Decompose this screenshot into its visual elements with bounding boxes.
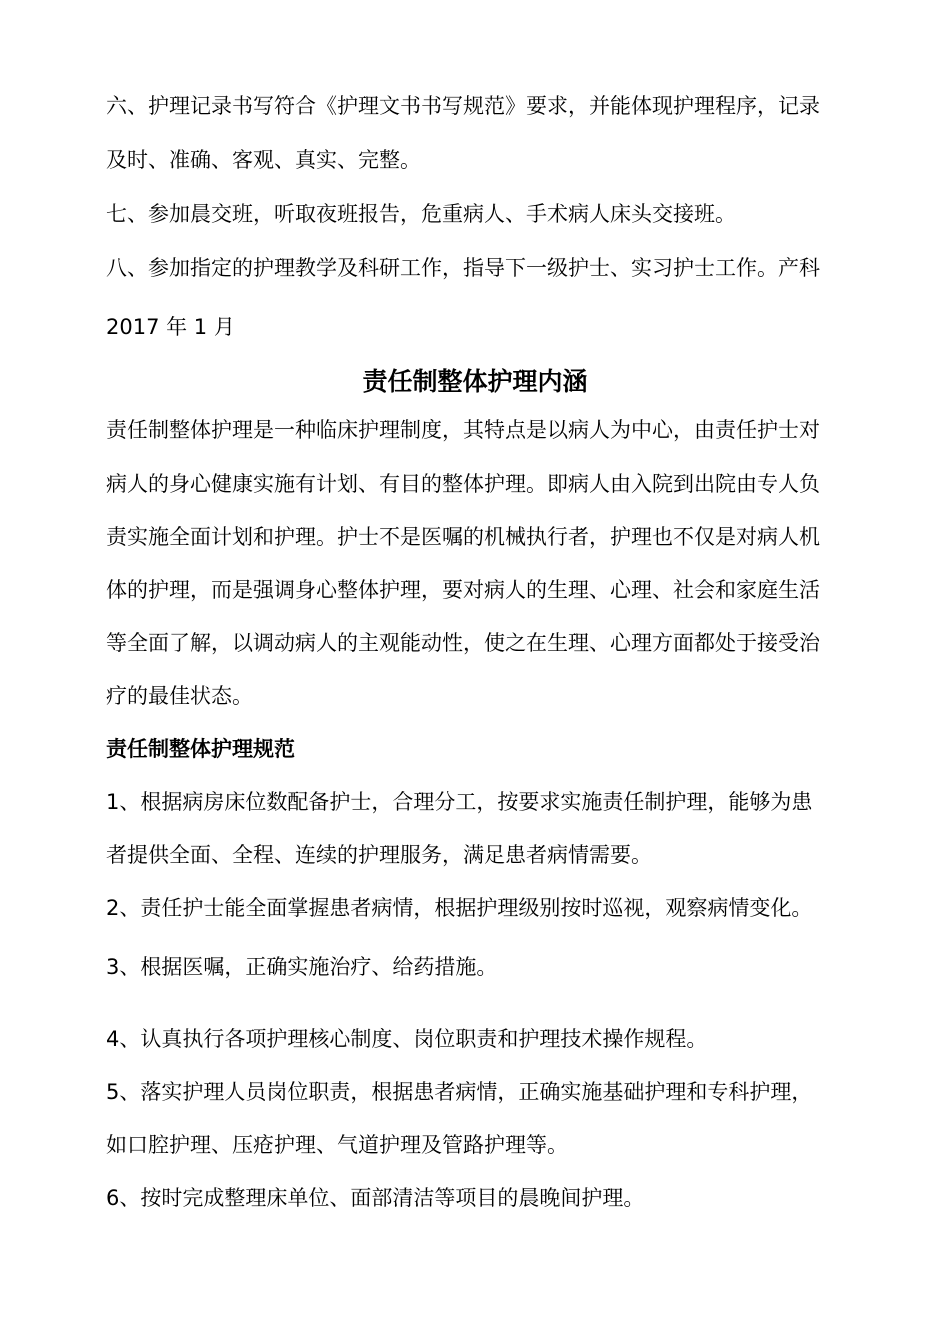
norm-5-line-1: 5、落实护理人员岗位职责，根据患者病情，正确实施基础护理和专科护理，	[106, 1080, 813, 1104]
norm-1-line-1: 1、根据病房床位数配备护士，合理分工，按要求实施责任制护理，能够为患	[106, 790, 813, 814]
norm-1-line-2: 者提供全面、全程、连续的护理服务，满足患者病情需要。	[106, 843, 652, 867]
top-item-6-line-2: 及时、准确、客观、真实、完整。	[106, 148, 421, 172]
intro-line: 病人的身心健康实施有计划、有目的整体护理。即病人由入院到出院由专人负	[106, 472, 820, 496]
norm-4: 4、认真执行各项护理核心制度、岗位职责和护理技术操作规程。	[106, 1027, 708, 1051]
intro-line: 等全面了解，以调动病人的主观能动性，使之在生理、心理方面都处于接受治	[106, 631, 820, 655]
norm-6: 6、按时完成整理床单位、面部清洁等项目的晨晚间护理。	[106, 1186, 645, 1210]
norm-2: 2、责任护士能全面掌握患者病情，根据护理级别按时巡视，观察病情变化。	[106, 896, 813, 920]
intro-line: 体的护理，而是强调身心整体护理，要对病人的生理、心理、社会和家庭生活	[106, 578, 820, 602]
intro-line: 责实施全面计划和护理。护士不是医嘱的机械执行者，护理也不仅是对病人机	[106, 525, 820, 549]
top-item-8: 八、参加指定的护理教学及科研工作，指导下一级护士、实习护士工作。产科	[106, 256, 820, 280]
section-heading: 责任制整体护理规范	[106, 737, 295, 761]
page-title: 责任制整体护理内涵	[362, 367, 588, 396]
top-item-6-line-1: 六、护理记录书写符合《护理文书书写规范》要求，并能体现护理程序，记录	[106, 94, 820, 118]
norm-5-line-2: 如口腔护理、压疮护理、气道护理及管路护理等。	[106, 1133, 568, 1157]
date-line: 2017 年 1 月	[106, 315, 235, 339]
top-item-7: 七、参加晨交班，听取夜班报告，危重病人、手术病人床头交接班。	[106, 202, 736, 226]
norm-3: 3、根据医嘱，正确实施治疗、给药措施。	[106, 955, 498, 979]
intro-line: 疗的最佳状态。	[106, 684, 253, 708]
intro-line: 责任制整体护理是一种临床护理制度，其特点是以病人为中心，由责任护士对	[106, 418, 820, 442]
